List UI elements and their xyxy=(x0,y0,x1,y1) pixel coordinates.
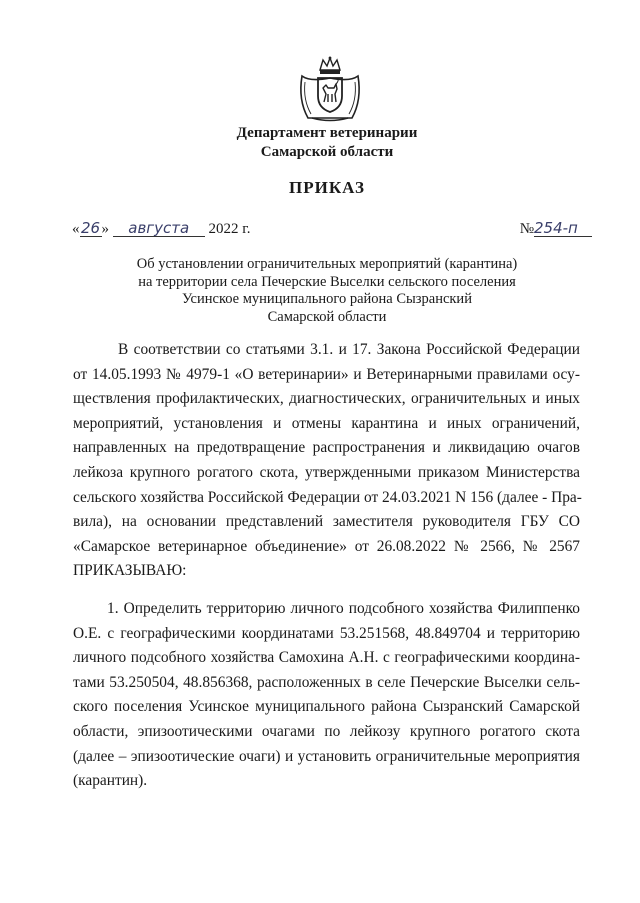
text-line: О.Е. с географическими координатами 53.251568, 48.849704 и территорию xyxy=(73,624,580,642)
text-line: личного подсобного хозяйства Самохина А.Н. с географическими координа- xyxy=(73,649,580,667)
text-line: ществления профилактических, диагностических, ограничительных и иных xyxy=(73,390,580,408)
date-day: 26 xyxy=(80,219,101,237)
text-line: тами 53.250504, 48.856368, расположенных в селе Печерские Выселки сель- xyxy=(73,673,580,691)
department-name: Департамент ветеринарии xyxy=(236,125,418,141)
samara-coat-of-arms-icon xyxy=(296,56,364,124)
subject-line: Усинское муниципального района Сызранский xyxy=(182,291,472,307)
text-line: направленных на предотвращение распространения и ликвидацию очагов xyxy=(73,439,580,457)
text-line: «Самарское ветеринарное объединение» от 26.08.2022 № 2566, № 2567 xyxy=(73,537,580,555)
date-year: 2022 г. xyxy=(208,221,251,237)
text-line: (карантин). xyxy=(73,772,148,790)
date-month: августа xyxy=(113,220,205,237)
text-line: мероприятий, установления и отмены карантина и иных ограничений, xyxy=(73,414,580,432)
subject-line: на территории села Печерские Выселки сельского поселения xyxy=(138,273,516,290)
text-line: В соответствии со статьями 3.1. и 17. Закона Российской Федерации xyxy=(118,341,580,358)
subject-line: Самарской области xyxy=(267,308,387,325)
order-date: «26» августа 2022 г. xyxy=(72,219,251,237)
preamble-paragraph xyxy=(73,338,580,584)
order-directive: ПРИКАЗЫВАЮ: xyxy=(73,562,187,580)
text-line: области, эпизоотическими очагами по лейкозу крупного рогатого скота xyxy=(73,722,580,740)
department-region: Самарской области xyxy=(260,144,394,160)
order-number-value: 254-п xyxy=(534,220,592,237)
text-line: сельского хозяйства Российской Федерации от 24.03.2021 N 156 (далее - Пра- xyxy=(73,488,582,506)
date-number-row xyxy=(72,220,592,244)
document-title: ПРИКАЗ xyxy=(289,178,365,197)
order-subject xyxy=(7,256,640,326)
subject-line: Об установлении ограничительных мероприятий (карантина) xyxy=(136,256,518,272)
text-line: вила), на основании представлений заместителя руководителя ГБУ СО xyxy=(73,513,580,531)
text-line: 1. Определить территорию личного подсобного хозяйства Филиппенко xyxy=(107,600,580,617)
text-line: от 14.05.1993 № 4979-1 «О ветеринарии» и Ветеринарными правилами осу- xyxy=(73,365,580,383)
order-number: №254-п xyxy=(520,220,592,238)
clause-1-paragraph xyxy=(73,597,580,794)
text-line: (далее – эпизоотические очаги) и установить ограничительные мероприятия xyxy=(73,747,580,765)
text-line: лейкоза крупного рогатого скота, утвержденными приказом Министерства xyxy=(73,463,580,481)
text-line: ского поселения Усинское муниципального района Сызранский Самарской xyxy=(73,698,580,716)
